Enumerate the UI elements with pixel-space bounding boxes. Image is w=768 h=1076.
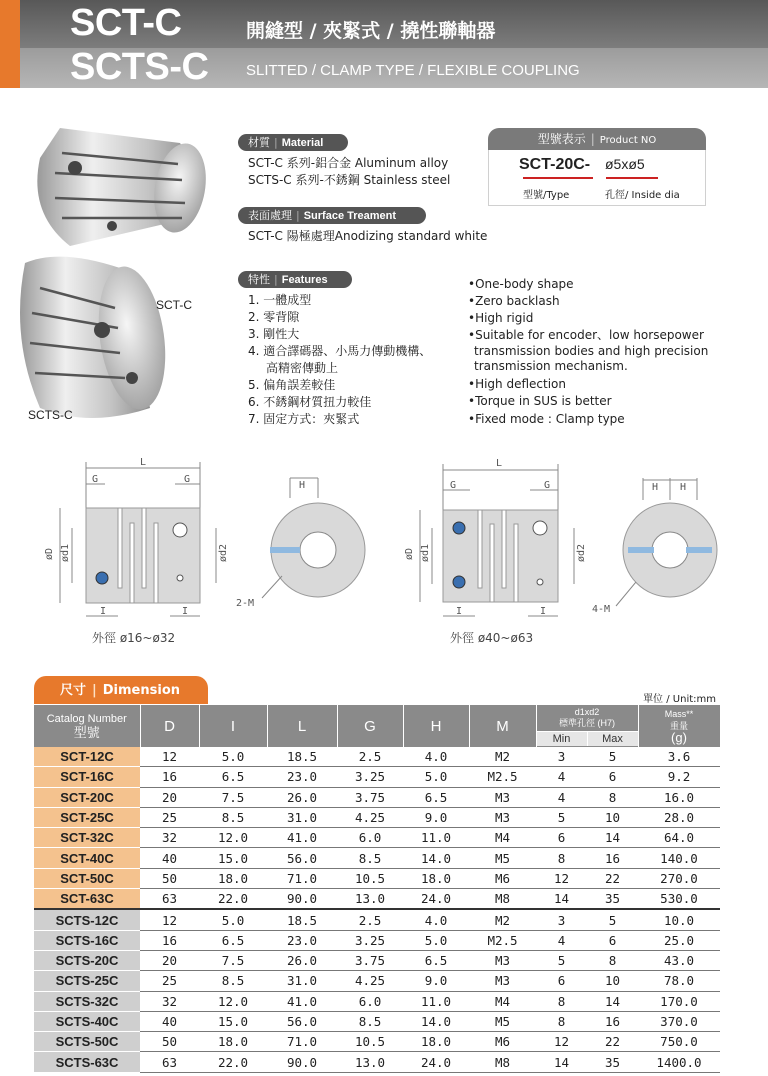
catalog-number-cell: SCT-16C: [34, 767, 140, 787]
header-I: I: [199, 705, 267, 747]
catalog-number-cell: SCT-40C: [34, 848, 140, 868]
unit-label: 單位 / Unit:mm: [643, 694, 716, 705]
table-row: [34, 747, 720, 767]
table-cell: 16.0: [638, 787, 720, 807]
surface-label-zh: 表面處理: [248, 209, 292, 222]
table-cell: 25: [140, 807, 199, 827]
table-cell: 90.0: [267, 889, 337, 910]
table-cell: 20: [140, 950, 199, 970]
table-cell: 3: [536, 747, 587, 767]
table-cell: 4.25: [337, 971, 403, 991]
product-number-header: 型號表示 | Product NO: [488, 128, 706, 150]
catalog-number-cell: SCT-32C: [34, 828, 140, 848]
model-title-sct: SCT-C: [70, 2, 182, 44]
catalog-number-cell: SCTS-32C: [34, 991, 140, 1011]
label-sct-c: SCT-C: [156, 298, 192, 312]
caption-large: 外徑 ø40~ø63: [450, 631, 534, 645]
table-row: [34, 1032, 720, 1052]
table-row: [34, 767, 720, 787]
table-cell: 4: [536, 930, 587, 950]
coupling-illustration: [0, 118, 230, 438]
table-cell: 9.0: [403, 807, 469, 827]
catalog-number-cell: SCTS-16C: [34, 930, 140, 950]
table-cell: 13.0: [337, 889, 403, 910]
table-cell: 5.0: [199, 909, 267, 930]
table-cell: 40: [140, 848, 199, 868]
type-label: 型號/Type: [523, 190, 570, 201]
feature-en-7: •Fixed mode : Clamp type: [468, 412, 625, 426]
table-cell: 6.5: [403, 787, 469, 807]
table-cell: 8: [536, 991, 587, 1011]
table-cell: 3.6: [638, 747, 720, 767]
header-H: H: [403, 705, 469, 747]
header-L: L: [267, 705, 337, 747]
table-cell: 9.0: [403, 971, 469, 991]
table-cell: 12.0: [199, 828, 267, 848]
dim-d1-large: ød1: [420, 543, 431, 562]
caption-small: 外徑 ø16~ø32: [92, 631, 176, 645]
table-cell: 3.75: [337, 950, 403, 970]
feature-en-4c: transmission mechanism.: [474, 359, 628, 373]
feature-en-3: •High rigid: [468, 311, 534, 325]
material-line-1: SCT-C 系列-鋁合金 Aluminum alloy: [248, 156, 449, 170]
table-row: [34, 1011, 720, 1031]
table-cell: 22: [587, 868, 638, 888]
table-cell: 14: [536, 889, 587, 910]
table-cell: 4: [536, 787, 587, 807]
feature-zh-2: 2. 零背隙: [248, 310, 300, 324]
table-cell: 10: [587, 971, 638, 991]
table-cell: M2.5: [469, 930, 536, 950]
table-row: [34, 971, 720, 991]
table-cell: 12: [536, 1032, 587, 1052]
screw-large: 4-M: [592, 604, 611, 615]
table-cell: 6.5: [199, 930, 267, 950]
dim-I-small-right: I: [182, 606, 189, 617]
table-cell: 750.0: [638, 1032, 720, 1052]
table-cell: 22: [587, 1032, 638, 1052]
table-cell: 63: [140, 1052, 199, 1072]
table-cell: M3: [469, 807, 536, 827]
table-cell: M5: [469, 1011, 536, 1031]
model-title-scts: SCTS-C: [70, 46, 209, 88]
table-cell: M3: [469, 787, 536, 807]
dim-H-large-left: H: [652, 482, 659, 493]
screw-small: 2-M: [236, 598, 255, 609]
feature-en-5: •High deflection: [468, 377, 566, 391]
table-cell: 4.25: [337, 807, 403, 827]
product-code: SCT-20C-: [519, 156, 591, 173]
title-english: SLITTED / CLAMP TYPE / FLEXIBLE COUPLING: [246, 62, 580, 79]
material-label-pill: 材質 | Material: [238, 134, 348, 151]
table-cell: 8: [536, 1011, 587, 1031]
table-cell: 23.0: [267, 767, 337, 787]
table-cell: 26.0: [267, 787, 337, 807]
table-row: [34, 807, 720, 827]
table-cell: 32: [140, 828, 199, 848]
table-cell: 24.0: [403, 889, 469, 910]
table-cell: 5: [536, 950, 587, 970]
table-cell: 26.0: [267, 950, 337, 970]
table-row: [34, 991, 720, 1011]
product-number-head-en: Product NO: [599, 135, 657, 146]
table-cell: 6: [536, 828, 587, 848]
header-catalog: [34, 705, 140, 747]
table-cell: 18.5: [267, 909, 337, 930]
table-row: [34, 848, 720, 868]
drawing-large-side: [420, 464, 574, 616]
table-cell: 8: [587, 787, 638, 807]
table-cell: 11.0: [403, 991, 469, 1011]
product-number-body: [488, 150, 706, 206]
dim-G-small-left: G: [92, 474, 99, 485]
table-cell: 16: [140, 930, 199, 950]
table-row: [34, 868, 720, 888]
header-G: G: [337, 705, 403, 747]
table-cell: 20: [140, 787, 199, 807]
table-cell: 18.0: [199, 1032, 267, 1052]
table-cell: 32: [140, 991, 199, 1011]
dim-G-large-right: G: [544, 480, 551, 491]
table-cell: 3.25: [337, 930, 403, 950]
table-cell: M3: [469, 950, 536, 970]
header-min: Min: [537, 732, 588, 746]
table-cell: 14: [536, 1052, 587, 1072]
table-cell: 6.0: [337, 828, 403, 848]
table-cell: 56.0: [267, 1011, 337, 1031]
table-cell: 4.0: [403, 747, 469, 767]
table-cell: 6.5: [199, 767, 267, 787]
table-header-row: [34, 705, 720, 747]
header-bore-zh: 標準孔徑 (H7): [559, 718, 615, 728]
table-row: [34, 1052, 720, 1072]
table-cell: 24.0: [403, 1052, 469, 1072]
features-label-zh: 特性: [248, 273, 270, 286]
table-cell: 18.0: [199, 868, 267, 888]
table-cell: 41.0: [267, 828, 337, 848]
table-cell: 170.0: [638, 991, 720, 1011]
dimension-tab-en: Dimension: [102, 683, 181, 698]
table-cell: 16: [587, 848, 638, 868]
feature-zh-1: 1. 一體成型: [248, 293, 312, 307]
features-label-pill: 特性 | Features: [238, 271, 352, 288]
material-label-en: Material: [281, 137, 324, 149]
table-cell: 2.5: [337, 747, 403, 767]
feature-zh-5: 5. 偏角誤差較佳: [248, 378, 336, 392]
catalog-number-cell: SCTS-20C: [34, 950, 140, 970]
table-cell: 14.0: [403, 848, 469, 868]
table-cell: 22.0: [199, 889, 267, 910]
product-photos: [0, 118, 230, 438]
catalog-number-cell: SCTS-50C: [34, 1032, 140, 1052]
table-cell: 50: [140, 1032, 199, 1052]
dimension-table: [34, 705, 721, 1073]
table-cell: M5: [469, 848, 536, 868]
table-cell: M8: [469, 1052, 536, 1072]
table-cell: 71.0: [267, 868, 337, 888]
table-cell: 4.0: [403, 909, 469, 930]
table-cell: 12: [140, 747, 199, 767]
table-row: [34, 909, 720, 930]
table-cell: 78.0: [638, 971, 720, 991]
product-size: ø5xø5: [605, 156, 645, 172]
feature-zh-3: 3. 剛性大: [248, 327, 300, 341]
table-cell: 1400.0: [638, 1052, 720, 1072]
scts-coupling-image: [20, 257, 174, 418]
inside-dia-label: 孔徑/ Inside dia: [605, 190, 680, 201]
table-cell: 7.5: [199, 950, 267, 970]
table-cell: M4: [469, 828, 536, 848]
catalog-number-cell: SCT-63C: [34, 889, 140, 910]
table-cell: 8: [587, 950, 638, 970]
table-cell: 15.0: [199, 1011, 267, 1031]
table-cell: 50: [140, 868, 199, 888]
label-scts-c: SCTS-C: [28, 408, 73, 422]
table-cell: 5: [536, 807, 587, 827]
table-cell: 31.0: [267, 971, 337, 991]
table-cell: 25.0: [638, 930, 720, 950]
material-line-2: SCTS-C 系列-不銹鋼 Stainless steel: [248, 173, 451, 187]
feature-zh-4: 4. 適合譯碼器、小馬力傳動機構、: [248, 344, 432, 358]
dim-D-small: øD: [44, 547, 55, 560]
product-number-head-zh: 型號表示: [537, 132, 586, 146]
table-cell: 16: [587, 1011, 638, 1031]
table-cell: 8.5: [199, 971, 267, 991]
catalog-number-cell: SCTS-40C: [34, 1011, 140, 1031]
table-cell: 14.0: [403, 1011, 469, 1031]
technical-drawings: [0, 448, 768, 658]
table-cell: 23.0: [267, 930, 337, 950]
dimension-tab-zh: 尺寸: [60, 683, 87, 698]
header-accent-bar: [0, 0, 20, 88]
catalog-number-cell: SCT-50C: [34, 868, 140, 888]
table-cell: 35: [587, 1052, 638, 1072]
table-cell: 12: [140, 909, 199, 930]
dim-H-large-right: H: [680, 482, 687, 493]
table-body: [34, 747, 720, 1072]
dim-I-large-right: I: [540, 606, 547, 617]
header-M: M: [469, 705, 536, 747]
table-cell: 28.0: [638, 807, 720, 827]
feature-en-1: •One-body shape: [468, 277, 574, 291]
product-number-box: [488, 128, 706, 206]
dim-d1-small: ød1: [60, 543, 71, 562]
table-cell: 3.25: [337, 767, 403, 787]
catalog-number-cell: SCTS-12C: [34, 909, 140, 930]
table-cell: 6: [587, 930, 638, 950]
type-underline: [523, 177, 593, 179]
table-cell: 8: [536, 848, 587, 868]
table-cell: 140.0: [638, 848, 720, 868]
dimension-tab: 尺寸 | Dimension: [34, 676, 208, 704]
header-mass: [638, 705, 720, 747]
table-cell: M2: [469, 747, 536, 767]
table-cell: 270.0: [638, 868, 720, 888]
dim-G-small-right: G: [184, 474, 191, 485]
header-mass-en: Mass**: [664, 709, 694, 719]
table-cell: 18.5: [267, 747, 337, 767]
surface-label-pill: 表面處理 | Surface Treament: [238, 207, 426, 224]
table-cell: 12.0: [199, 991, 267, 1011]
features-label-en: Features: [281, 274, 328, 286]
table-cell: 14: [587, 828, 638, 848]
table-cell: 5.0: [403, 767, 469, 787]
table-row: [34, 889, 720, 910]
table-cell: 25: [140, 971, 199, 991]
dim-G-large-left: G: [450, 480, 457, 491]
table-cell: 18.0: [403, 868, 469, 888]
catalog-number-cell: SCT-25C: [34, 807, 140, 827]
feature-en-2: •Zero backlash: [468, 294, 560, 308]
table-cell: 14: [587, 991, 638, 1011]
table-cell: 8.5: [337, 1011, 403, 1031]
table-row: [34, 828, 720, 848]
feature-zh-6: 6. 不銹鋼材質扭力較佳: [248, 395, 372, 409]
table-row: [34, 950, 720, 970]
catalog-number-cell: SCT-20C: [34, 787, 140, 807]
feature-en-4: •Suitable for encoder、low horsepower: [468, 328, 704, 342]
drawings-svg: [0, 448, 768, 658]
table-cell: M6: [469, 1032, 536, 1052]
catalog-number-cell: SCTS-25C: [34, 971, 140, 991]
header-mass-unit: (g): [671, 730, 687, 745]
table-cell: 16: [140, 767, 199, 787]
header-catalog-zh: 型號: [73, 725, 100, 740]
surface-line: SCT-C 陽極處理Anodizing standard white: [248, 229, 488, 243]
feature-zh-7: 7. 固定方式：夾緊式: [248, 412, 360, 426]
table-cell: 63: [140, 889, 199, 910]
table-cell: 3.75: [337, 787, 403, 807]
surface-label-en: Surface Treament: [303, 210, 397, 222]
material-label-zh: 材質: [248, 136, 270, 149]
dim-d2-small: ød2: [218, 543, 229, 562]
dim-d2-large: ød2: [576, 543, 587, 562]
table-cell: 13.0: [337, 1052, 403, 1072]
drawing-small-end: [262, 478, 365, 598]
title-chinese: 開縫型 / 夾緊式 / 撓性聯軸器: [246, 20, 496, 42]
table-row: [34, 930, 720, 950]
feature-en-4b: transmission bodies and high precision: [474, 344, 709, 358]
table-cell: M4: [469, 991, 536, 1011]
header-bore: [536, 705, 638, 747]
header-catalog-en: Catalog Number: [46, 713, 127, 725]
table-cell: 10.5: [337, 1032, 403, 1052]
table-cell: 6: [587, 767, 638, 787]
table-cell: 11.0: [403, 828, 469, 848]
table-cell: 3: [536, 909, 587, 930]
table-cell: 15.0: [199, 848, 267, 868]
table-cell: M3: [469, 971, 536, 991]
table-cell: 5: [587, 909, 638, 930]
dim-L-small: L: [140, 457, 147, 468]
table-cell: 6.0: [337, 991, 403, 1011]
dim-H-small: H: [299, 480, 306, 491]
table-cell: 40: [140, 1011, 199, 1031]
table-cell: M6: [469, 868, 536, 888]
drawing-small-side: [60, 462, 216, 616]
table-cell: 5.0: [403, 930, 469, 950]
table-cell: 6: [536, 971, 587, 991]
dim-I-small-left: I: [100, 606, 107, 617]
header-banner: [0, 0, 768, 88]
table-cell: 43.0: [638, 950, 720, 970]
feature-zh-4b: 高精密傳動上: [266, 361, 339, 375]
header-mass-zh: 重量: [669, 721, 688, 731]
table-cell: 18.0: [403, 1032, 469, 1052]
table-cell: 22.0: [199, 1052, 267, 1072]
table-cell: 71.0: [267, 1032, 337, 1052]
table-cell: 90.0: [267, 1052, 337, 1072]
table-cell: 5: [587, 747, 638, 767]
catalog-number-cell: SCTS-63C: [34, 1052, 140, 1072]
table-cell: 35: [587, 889, 638, 910]
catalog-number-cell: SCT-12C: [34, 747, 140, 767]
table-cell: M2.5: [469, 767, 536, 787]
sct-coupling-image: [37, 128, 212, 246]
table-cell: 530.0: [638, 889, 720, 910]
table-cell: 4: [536, 767, 587, 787]
table-cell: 56.0: [267, 848, 337, 868]
table-cell: M8: [469, 889, 536, 910]
dia-underline: [606, 177, 658, 179]
header-D: D: [140, 705, 199, 747]
table-cell: 2.5: [337, 909, 403, 930]
table-cell: M2: [469, 909, 536, 930]
table-cell: 64.0: [638, 828, 720, 848]
table-cell: 8.5: [337, 848, 403, 868]
header-bore-en: d1xd2: [574, 707, 600, 717]
table-cell: 10.5: [337, 868, 403, 888]
header-max: Max: [602, 733, 623, 745]
table-cell: 370.0: [638, 1011, 720, 1031]
table-cell: 12: [536, 868, 587, 888]
table-cell: 8.5: [199, 807, 267, 827]
dim-I-large-left: I: [456, 606, 463, 617]
table-cell: 5.0: [199, 747, 267, 767]
table-cell: 41.0: [267, 991, 337, 1011]
table-cell: 10: [587, 807, 638, 827]
feature-en-6: •Torque in SUS is better: [468, 394, 612, 408]
drawing-large-end: [616, 478, 717, 606]
table-cell: 31.0: [267, 807, 337, 827]
dim-L-large: L: [496, 458, 503, 469]
table-cell: 6.5: [403, 950, 469, 970]
table-cell: 7.5: [199, 787, 267, 807]
table-row: [34, 787, 720, 807]
dim-D-large: øD: [404, 547, 415, 560]
table-cell: 10.0: [638, 909, 720, 930]
table-cell: 9.2: [638, 767, 720, 787]
